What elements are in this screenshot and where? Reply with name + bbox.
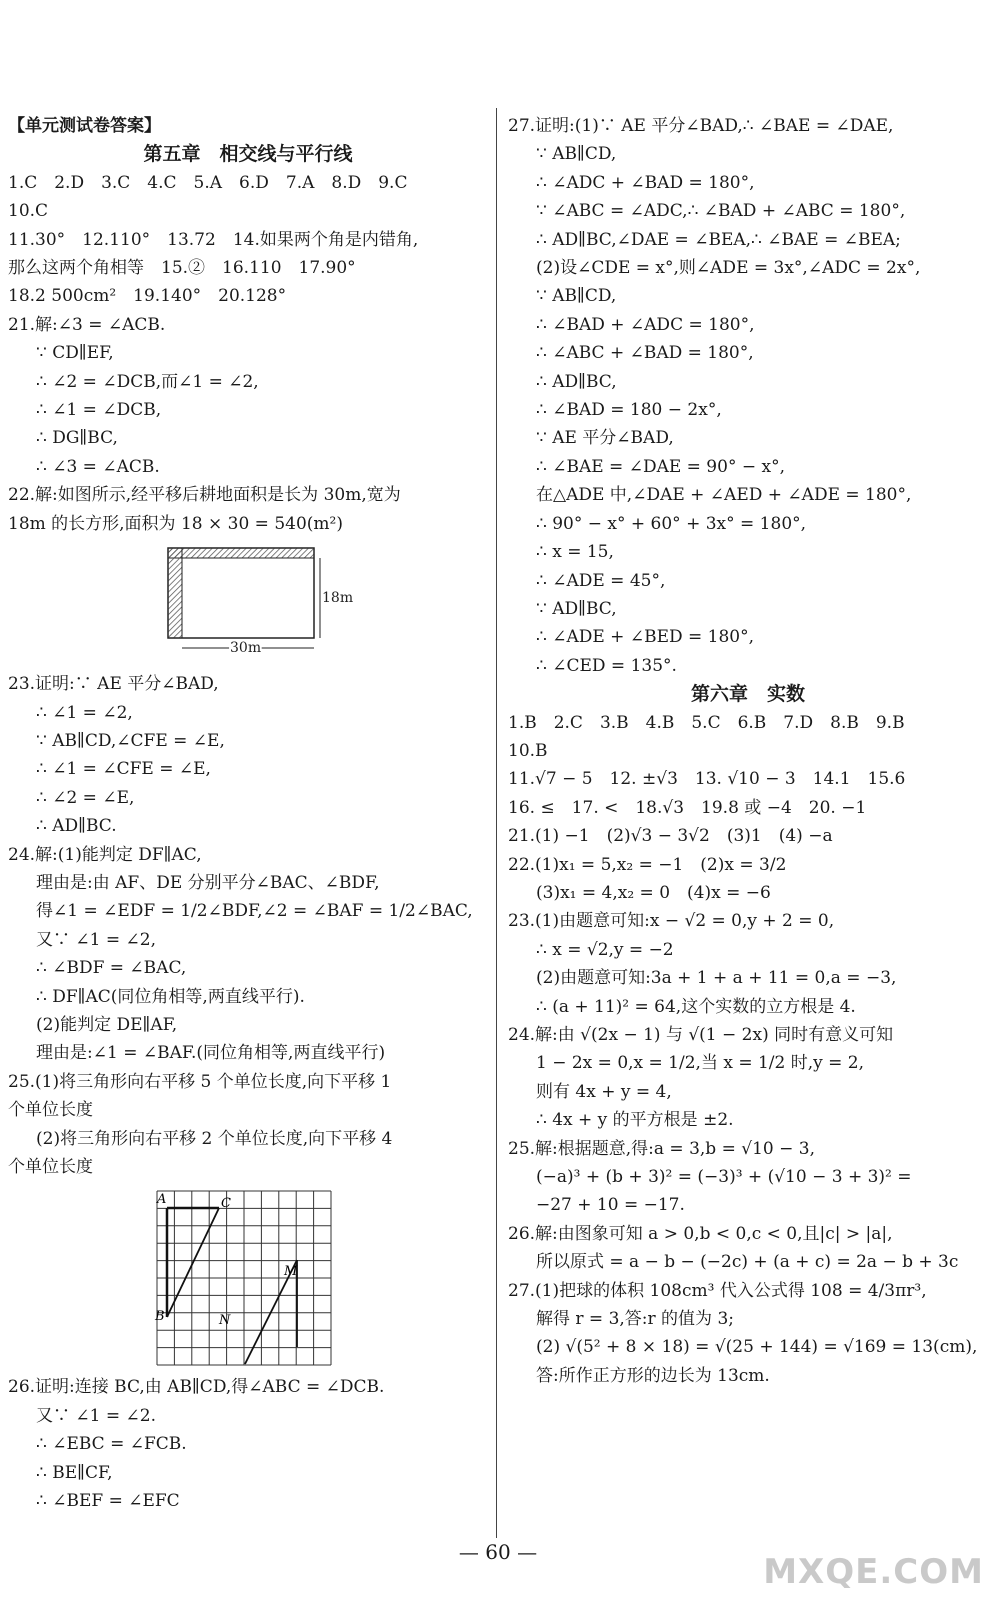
answer-line: (2)将三角形向右平移 2 个单位长度,向下平移 4: [36, 1128, 393, 1149]
answer-line: 得∠1 = ∠EDF = 1/2∠BDF,∠2 = ∠BAF = 1/2∠BAC,: [36, 901, 473, 922]
answer-line: (3)x₁ = 4,x₂ = 0 (4)x = −6: [536, 882, 771, 903]
answer-line: (2)由题意可知:3a + 1 + a + 11 = 0,a = −3,: [536, 968, 897, 989]
answer-line: 个单位长度: [8, 1100, 93, 1121]
right-column: [508, 112, 988, 1390]
answer-line: 11.√7 − 5 12. ±√3 13. √10 − 3 14.1 15.6: [508, 769, 906, 790]
answer-line: (2) √(5² + 8 × 18) = √(25 + 144) = √169 = 13(cm),: [536, 1337, 978, 1358]
answer-line: ∴ DF∥AC(同位角相等,两直线平行).: [36, 986, 305, 1007]
answer-line: 16. ≤ 17. < 18.√3 19.8 或 −4 20. −1: [508, 797, 867, 818]
answer-line: ∴ ∠3 = ∠ACB.: [36, 456, 160, 477]
answer-line: ∴ AD∥BC.: [36, 816, 117, 837]
watermark-logo: MXQE.COM: [763, 1552, 984, 1592]
label-N: N: [219, 1313, 231, 1329]
answer-line: 27.(1)把球的体积 108cm³ 代入公式得 108 = 4/3πr³,: [508, 1280, 927, 1301]
label-B: B: [155, 1309, 165, 1325]
answer-line: ∴ x = 15,: [536, 542, 614, 563]
answer-line: ∴ ∠1 = ∠DCB,: [36, 400, 162, 421]
answer-line: 答:所作正方形的边长为 13cm.: [536, 1365, 770, 1386]
section-header: 【单元测试卷答案】: [8, 116, 161, 136]
answer-line: ∵ AB∥CD,: [536, 144, 617, 165]
answer-line: 23.证明:∵ AE 平分∠BAD,: [8, 674, 219, 695]
answer-line: 1.C 2.D 3.C 4.C 5.A 6.D 7.A 8.D 9.C: [8, 172, 408, 193]
chapter5-answers: [8, 169, 488, 538]
answer-line: 10.B: [508, 740, 548, 761]
answer-line: 27.证明:(1)∵ AE 平分∠BAD,∴ ∠BAE = ∠DAE,: [508, 116, 894, 136]
answer-line: 18.2 500cm² 19.140° 20.128°: [8, 286, 287, 307]
answer-line: 个单位长度: [8, 1157, 93, 1177]
chapter6-title: 第六章 实数: [690, 683, 805, 706]
answer-line: ∴ ∠ADE = 45°,: [536, 570, 666, 591]
answer-line: ∴ 90° − x° + 60° + 3x° = 180°,: [536, 513, 807, 534]
answer-line: ∵ AD∥BC,: [536, 598, 617, 619]
answer-line: ∴ 4x + y 的平方根是 ±2.: [536, 1110, 734, 1131]
label-A: A: [157, 1192, 167, 1208]
answer-line: ∴ ∠ADC + ∠BAD = 180°,: [536, 172, 755, 193]
answer-line: 又∵ ∠1 = ∠2.: [36, 1405, 156, 1426]
answer-line: ∴ DG∥BC,: [36, 428, 118, 449]
chapter5-answers-2: [8, 670, 488, 1181]
chapter6-answers: [508, 709, 988, 1391]
answer-line: 所以原式 = a − b − (−2c) + (a + c) = 2a − b + 3c: [536, 1252, 959, 1273]
chapter5-title: 第五章 相交线与平行线: [143, 143, 353, 166]
answer-line: 那么这两个角相等 15.② 16.110 17.90°: [8, 258, 356, 279]
answer-line: (−a)³ + (b + 3)² = (−3)³ + (√10 − 3 + 3)² =: [536, 1167, 912, 1188]
answer-line: 21.解:∠3 = ∠ACB.: [8, 314, 166, 335]
answer-line: ∴ ∠2 = ∠DCB,而∠1 = ∠2,: [36, 371, 259, 392]
answer-line: ∴ ∠2 = ∠E,: [36, 787, 135, 808]
label-18m: 18m: [322, 590, 354, 607]
answer-line: 26.解:由图象可知 a > 0,b < 0,c < 0,且|c| > |a|,: [508, 1223, 893, 1244]
answer-line: 解得 r = 3,答:r 的值为 3;: [536, 1309, 735, 1330]
answer-line: 1.B 2.C 3.B 4.B 5.C 6.B 7.D 8.B 9.B: [508, 712, 905, 733]
chapter5-answers-3: [8, 1373, 488, 1515]
answer-line: 则有 4x + y = 4,: [536, 1081, 672, 1102]
answer-line: ∴ ∠BAD + ∠ADC = 180°,: [536, 314, 755, 335]
answer-line: ∴ ∠EBC = ∠FCB.: [36, 1434, 187, 1455]
answer-line: 又∵ ∠1 = ∠2,: [36, 929, 156, 950]
answer-line: ∴ x = √2,y = −2: [536, 939, 674, 960]
answer-line: ∴ ∠ABC + ∠BAD = 180°,: [536, 343, 754, 364]
answer-line: ∴ AD∥BC,: [536, 371, 617, 392]
answer-line: ∵ AB∥CD,∠CFE = ∠E,: [36, 730, 225, 751]
answer-line: (2)能判定 DE∥AF,: [36, 1014, 178, 1035]
answer-line: 23.(1)由题意可知:x − √2 = 0,y + 2 = 0,: [508, 911, 835, 932]
answer-line: ∴ ∠BDF = ∠BAC,: [36, 958, 187, 979]
label-C: C: [221, 1196, 231, 1212]
label-M: M: [284, 1264, 298, 1280]
answer-line: ∴ ∠BEF = ∠EFC: [36, 1491, 180, 1512]
page-number: — 60 —: [458, 1540, 538, 1564]
answer-line: ∴ ∠1 = ∠2,: [36, 702, 133, 723]
answer-line: ∴ AD∥BC,∠DAE = ∠BEA,∴ ∠BAE = ∠BEA;: [536, 229, 901, 250]
answer-line: ∵ AB∥CD,: [536, 286, 617, 307]
answer-line: 在△ADE 中,∠DAE + ∠AED + ∠ADE = 180°,: [536, 485, 912, 506]
answer-line: ∴ ∠ADE + ∠BED = 180°,: [536, 627, 755, 648]
figure-22-field: [148, 544, 354, 664]
answer-line: 理由是:∠1 = ∠BAF.(同位角相等,两直线平行): [36, 1043, 386, 1064]
figure-25-grid: [153, 1187, 343, 1367]
answer-line: 26.证明:连接 BC,由 AB∥CD,得∠ABC = ∠DCB.: [8, 1377, 385, 1398]
answer-line: 24.解:由 √(2x − 1) 与 √(1 − 2x) 同时有意义可知: [508, 1025, 894, 1045]
answer-line: 22.(1)x₁ = 5,x₂ = −1 (2)x = 3/2: [508, 854, 787, 875]
answer-line: ∴ ∠BAD = 180 − 2x°,: [536, 400, 722, 421]
answer-line: ∴ (a + 11)² = 64,这个实数的立方根是 4.: [536, 996, 856, 1017]
answer-line: ∴ ∠1 = ∠CFE = ∠E,: [36, 759, 211, 780]
answer-line: 24.解:(1)能判定 DF∥AC,: [8, 844, 202, 865]
answer-line: 1 − 2x = 0,x = 1/2,当 x = 1/2 时,y = 2,: [536, 1053, 865, 1074]
answer-line: −27 + 10 = −17.: [536, 1195, 685, 1216]
answer-line: 21.(1) −1 (2)√3 − 3√2 (3)1 (4) −a: [508, 826, 833, 847]
answer-line: (2)设∠CDE = x°,则∠ADE = 3x°,∠ADC = 2x°,: [536, 258, 921, 279]
answer-line: ∵ ∠ABC = ∠ADC,∴ ∠BAD + ∠ABC = 180°,: [536, 201, 906, 222]
answer-line: ∵ CD∥EF,: [36, 343, 114, 364]
answer-line: 22.解:如图所示,经平移后耕地面积是长为 30m,宽为: [8, 485, 401, 506]
label-30m: 30m: [230, 640, 262, 657]
left-column: [8, 112, 488, 1515]
chapter5-q27: [508, 112, 988, 680]
answer-line: ∴ BE∥CF,: [36, 1462, 113, 1483]
answer-line: ∵ AE 平分∠BAD,: [536, 428, 674, 449]
answer-line: ∴ ∠CED = 135°.: [536, 655, 677, 676]
answer-line: 10.C: [8, 201, 49, 222]
answer-line: 11.30° 12.110° 13.72 14.如果两个角是内错角,: [8, 229, 419, 250]
answer-line: 18m 的长方形,面积为 18 × 30 = 540(m²): [8, 513, 343, 534]
column-divider: [496, 108, 497, 1538]
answer-line: 理由是:由 AF、DE 分别平分∠BAC、∠BDF,: [36, 872, 380, 893]
answer-line: 25.解:根据题意,得:a = 3,b = √10 − 3,: [508, 1138, 815, 1159]
answer-line: 25.(1)将三角形向右平移 5 个单位长度,向下平移 1: [8, 1071, 392, 1092]
answer-line: ∴ ∠BAE = ∠DAE = 90° − x°,: [536, 456, 785, 477]
